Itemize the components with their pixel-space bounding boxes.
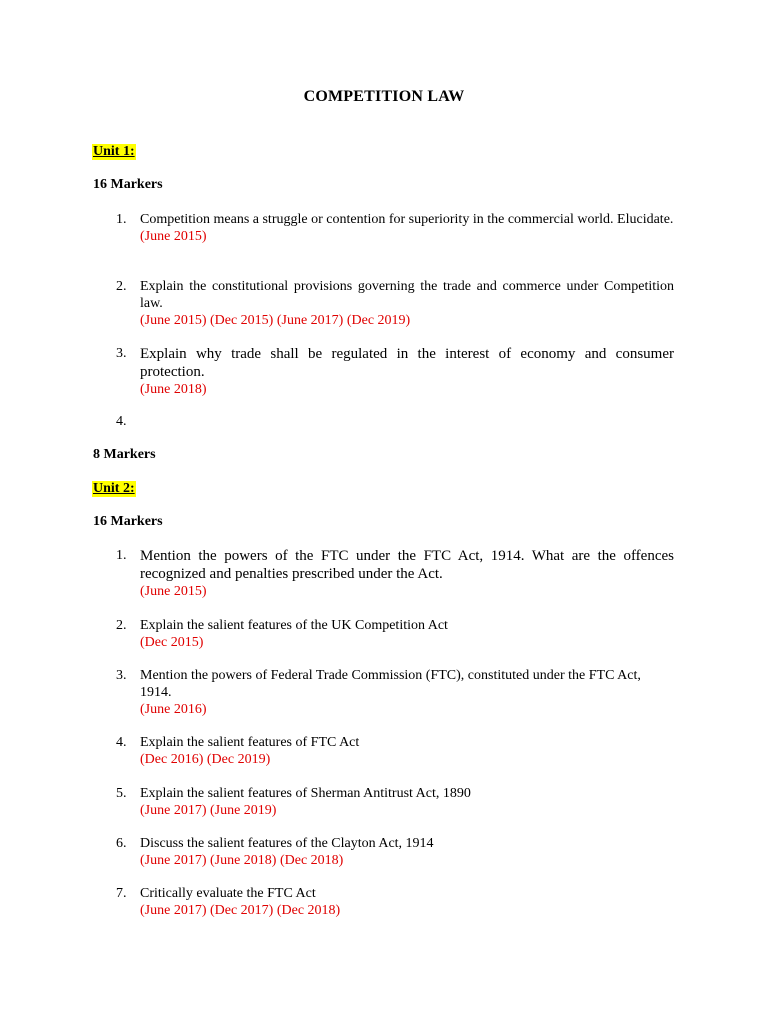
unit-1-16-markers-heading: 16 Markers bbox=[93, 177, 163, 192]
exam-reference: (Dec 2015) bbox=[140, 635, 204, 650]
question-number: 7. bbox=[116, 886, 127, 901]
page-title: COMPETITION LAW bbox=[303, 88, 465, 105]
question-text: Mention the powers of Federal Trade Commission (FTC), constituted under the FTC Act, 1914. bbox=[140, 668, 641, 700]
question-number: 6. bbox=[116, 836, 127, 851]
exam-reference: (Dec 2016) (Dec 2019) bbox=[140, 752, 271, 767]
question-text: Explain the salient features of the UK Competition Act bbox=[140, 618, 448, 633]
question-number: 4. bbox=[116, 735, 127, 750]
unit-1-question-1 bbox=[116, 211, 674, 245]
question-number: 3. bbox=[116, 668, 127, 683]
question-text: Discuss the salient features of the Clayton Act, 1914 bbox=[140, 836, 434, 851]
question-number: 1. bbox=[116, 548, 127, 563]
exam-reference: (June 2015) bbox=[140, 229, 207, 244]
unit-2-question-4 bbox=[116, 734, 674, 768]
unit-2-question-7 bbox=[116, 885, 674, 919]
unit-2-question-6 bbox=[116, 835, 674, 869]
exam-reference: (June 2018) bbox=[140, 382, 207, 397]
unit-2-label: Unit 2: bbox=[93, 481, 135, 496]
unit-2-question-1 bbox=[116, 547, 674, 601]
unit-1-label: Unit 1: bbox=[93, 144, 135, 159]
question-number: 4. bbox=[116, 414, 127, 429]
exam-reference: (June 2015) bbox=[140, 584, 207, 599]
question-number: 3. bbox=[116, 346, 127, 361]
unit-1-question-2 bbox=[116, 278, 674, 329]
unit-1-8-markers-heading: 8 Markers bbox=[93, 447, 156, 462]
question-text: Explain the constitutional provisions governing the trade and commerce under Competition law. bbox=[140, 279, 674, 311]
exam-reference: (June 2016) bbox=[140, 702, 207, 717]
exam-reference: (June 2017) (June 2019) bbox=[140, 803, 277, 818]
exam-reference: (June 2017) (June 2018) (Dec 2018) bbox=[140, 853, 344, 868]
question-text: Mention the powers of the FTC under the FTC Act, 1914. What are the offences recognized and penalties prescribed under the Act. bbox=[140, 548, 674, 582]
unit-2-question-3 bbox=[116, 667, 674, 718]
exam-reference: (June 2015) (Dec 2015) (June 2017) (Dec 2019) bbox=[140, 313, 411, 328]
unit-2-question-5 bbox=[116, 785, 674, 819]
question-text: Competition means a struggle or contention for superiority in the commercial world. Elucidate. bbox=[140, 212, 674, 227]
question-text: Critically evaluate the FTC Act bbox=[140, 886, 316, 901]
question-number: 5. bbox=[116, 786, 127, 801]
exam-reference: (June 2017) (Dec 2017) (Dec 2018) bbox=[140, 903, 341, 918]
unit-2-16-markers-heading: 16 Markers bbox=[93, 514, 163, 529]
question-number: 2. bbox=[116, 618, 127, 633]
question-text: Explain why trade shall be regulated in the interest of economy and consumer protection. bbox=[140, 346, 674, 380]
question-text: Explain the salient features of FTC Act bbox=[140, 735, 360, 750]
question-number: 1. bbox=[116, 212, 127, 227]
unit-1-question-3 bbox=[116, 345, 674, 399]
unit-2-question-2 bbox=[116, 617, 674, 651]
question-number: 2. bbox=[116, 279, 127, 294]
question-text: Explain the salient features of Sherman Antitrust Act, 1890 bbox=[140, 786, 471, 801]
